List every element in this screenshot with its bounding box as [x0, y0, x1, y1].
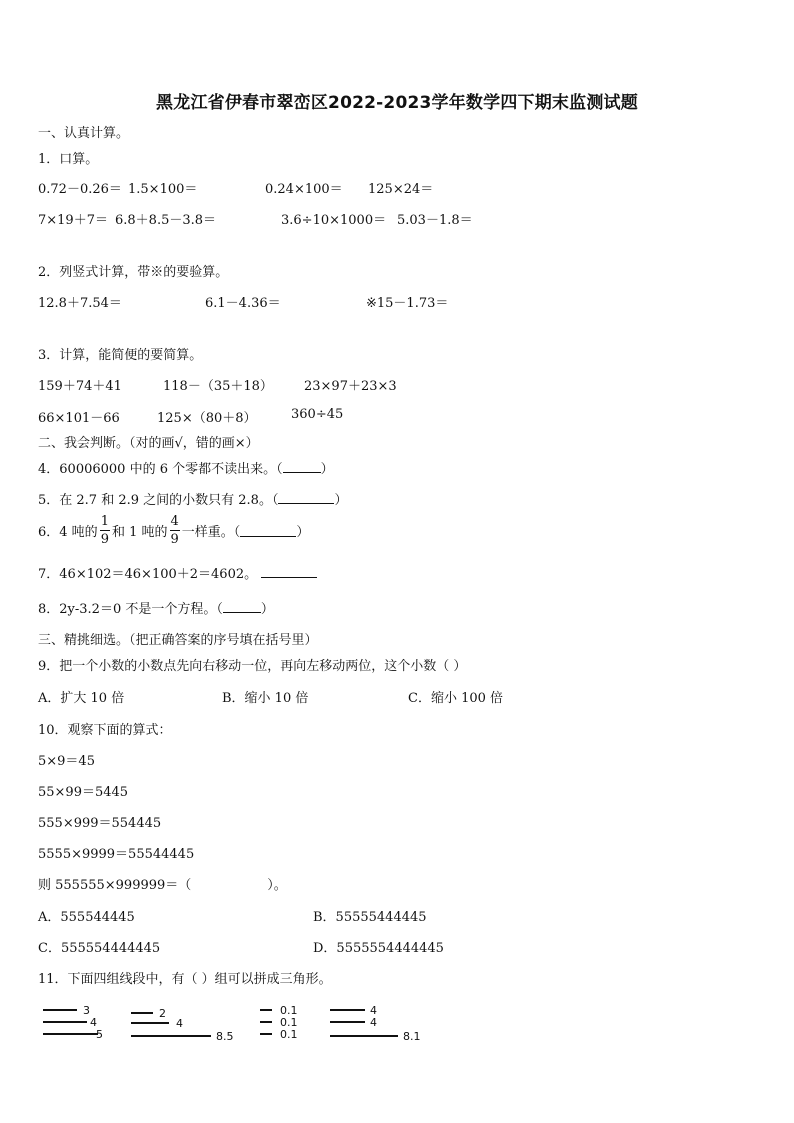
question-5-text: 5．在 2.7 和 2.9 之间的小数只有 2.8。（ [38, 493, 279, 508]
segment-length-label: 8.1 [403, 1030, 421, 1043]
segment-length-label: 4 [370, 1004, 377, 1017]
q1-item: 3.6÷10×1000＝ [281, 213, 387, 228]
segment-length-label: 5 [96, 1028, 103, 1041]
q3-item: 118－（35＋18） [163, 379, 273, 394]
q3-item: 159＋74＋41 [38, 379, 122, 394]
q1-item: 0.72－0.26＝ [38, 182, 122, 197]
paren-close: ） [334, 493, 348, 508]
segment-length-label: 4 [90, 1016, 97, 1029]
paren-close: ） [320, 462, 334, 477]
question-10-prompt [38, 874, 287, 893]
section-heading-choice: 三、精挑细选。（把正确答案的序号填在括号里） [38, 633, 318, 648]
paren-close: ） [296, 525, 310, 540]
q1-item: 5.03－1.8＝ [397, 213, 473, 228]
q1-item: 0.24×100＝ [265, 182, 343, 197]
question-6-text-b: 和 1 吨的 [111, 525, 168, 540]
question-1-label: 1．口算。 [38, 152, 99, 167]
q2-item: 6.1－4.36＝ [205, 296, 281, 311]
question-7-text: 7．46×102＝46×100＋2＝4602。 [38, 567, 258, 582]
question-3-label: 3．计算，能简便的要简算。 [38, 348, 203, 363]
segment-length-label: 4 [176, 1017, 183, 1030]
q1-item: 1.5×100＝ [128, 182, 198, 197]
option-b[interactable]: B．55555444445 [313, 910, 427, 925]
fraction-numerator: 4 [170, 514, 179, 529]
fraction-denominator: 9 [170, 532, 179, 547]
answer-blank[interactable] [261, 565, 317, 578]
question-6-text-a: 6．4 吨的 [38, 525, 98, 540]
fraction-denominator: 9 [100, 532, 109, 547]
question-7 [38, 563, 317, 582]
option-d[interactable]: D．5555554444445 [313, 941, 444, 956]
option-a[interactable]: A．扩大 10 倍 [38, 691, 125, 706]
q1-item: 125×24＝ [368, 182, 434, 197]
line-segment-figure [38, 1000, 438, 1050]
line-segments-svg [38, 1000, 438, 1050]
q3-item: 23×97＋23×3 [304, 379, 397, 394]
page-title: 黑龙江省伊春市翠峦区2022-2023学年数学四下期末监测试题 [156, 93, 638, 113]
question-8 [38, 598, 274, 617]
answer-blank[interactable] [283, 460, 321, 473]
q1-item: 6.8＋8.5－3.8＝ [115, 213, 217, 228]
pattern-line: 5×9＝45 [38, 754, 95, 769]
segment-length-label: 8.5 [216, 1030, 234, 1043]
question-9-text: 9．把一个小数的小数点先向右移动一位，再向左移动两位，这个小数（ ） [38, 659, 467, 674]
question-10-prompt-pre: 则 555555×999999＝（ [38, 878, 192, 893]
fraction-numerator: 1 [100, 514, 109, 529]
question-2-label: 2．列竖式计算，带※的要验算。 [38, 265, 229, 280]
option-c[interactable]: C．缩小 100 倍 [408, 691, 504, 706]
question-8-text: 8．2y-3.2＝0 不是一个方程。（ [38, 602, 223, 617]
q1-item: 7×19＋7＝ [38, 213, 108, 228]
option-c[interactable]: C．555554444445 [38, 941, 161, 956]
segment-length-label: 2 [159, 1007, 166, 1020]
question-10-text: 10．观察下面的算式： [38, 723, 172, 738]
option-b[interactable]: B．缩小 10 倍 [222, 691, 309, 706]
question-4-text: 4．60006000 中的 6 个零都不读出来。（ [38, 462, 283, 477]
pattern-line: 55×99＝5445 [38, 785, 129, 800]
question-6-text-c: 一样重。（ [181, 525, 241, 540]
answer-blank[interactable] [240, 524, 296, 537]
segment-length-label: 3 [83, 1004, 90, 1017]
fraction-one-ninth [100, 515, 110, 546]
q2-item: ※15－1.73＝ [366, 296, 449, 311]
pattern-line: 555×999＝554445 [38, 816, 162, 831]
section-heading-judgement: 二、我会判断。（对的画√，错的画×） [38, 436, 259, 451]
answer-blank[interactable] [223, 600, 261, 613]
option-a[interactable]: A．555544445 [38, 910, 135, 925]
segment-length-label: 4 [370, 1016, 377, 1029]
paren-close: ） [260, 602, 274, 617]
segment-length-label: 0.1 [280, 1004, 298, 1017]
section-heading-calculation: 一、认真计算。 [38, 126, 130, 141]
question-5 [38, 489, 347, 508]
question-4 [38, 458, 334, 477]
question-6 [38, 515, 309, 546]
question-10-prompt-post: ）。 [267, 878, 287, 893]
q3-item: 66×101－66 [38, 411, 120, 426]
segment-length-label: 0.1 [280, 1028, 298, 1041]
q3-item: 125×（80＋8） [157, 411, 257, 426]
fraction-four-ninths [170, 515, 180, 546]
q2-item: 12.8＋7.54＝ [38, 296, 122, 311]
question-11-text: 11．下面四组线段中，有（ ）组可以拼成三角形。 [38, 972, 332, 987]
answer-blank[interactable] [278, 491, 334, 504]
q3-item: 360÷45 [291, 407, 344, 422]
pattern-line: 5555×9999＝55544445 [38, 847, 195, 862]
segment-length-label: 0.1 [280, 1016, 298, 1029]
